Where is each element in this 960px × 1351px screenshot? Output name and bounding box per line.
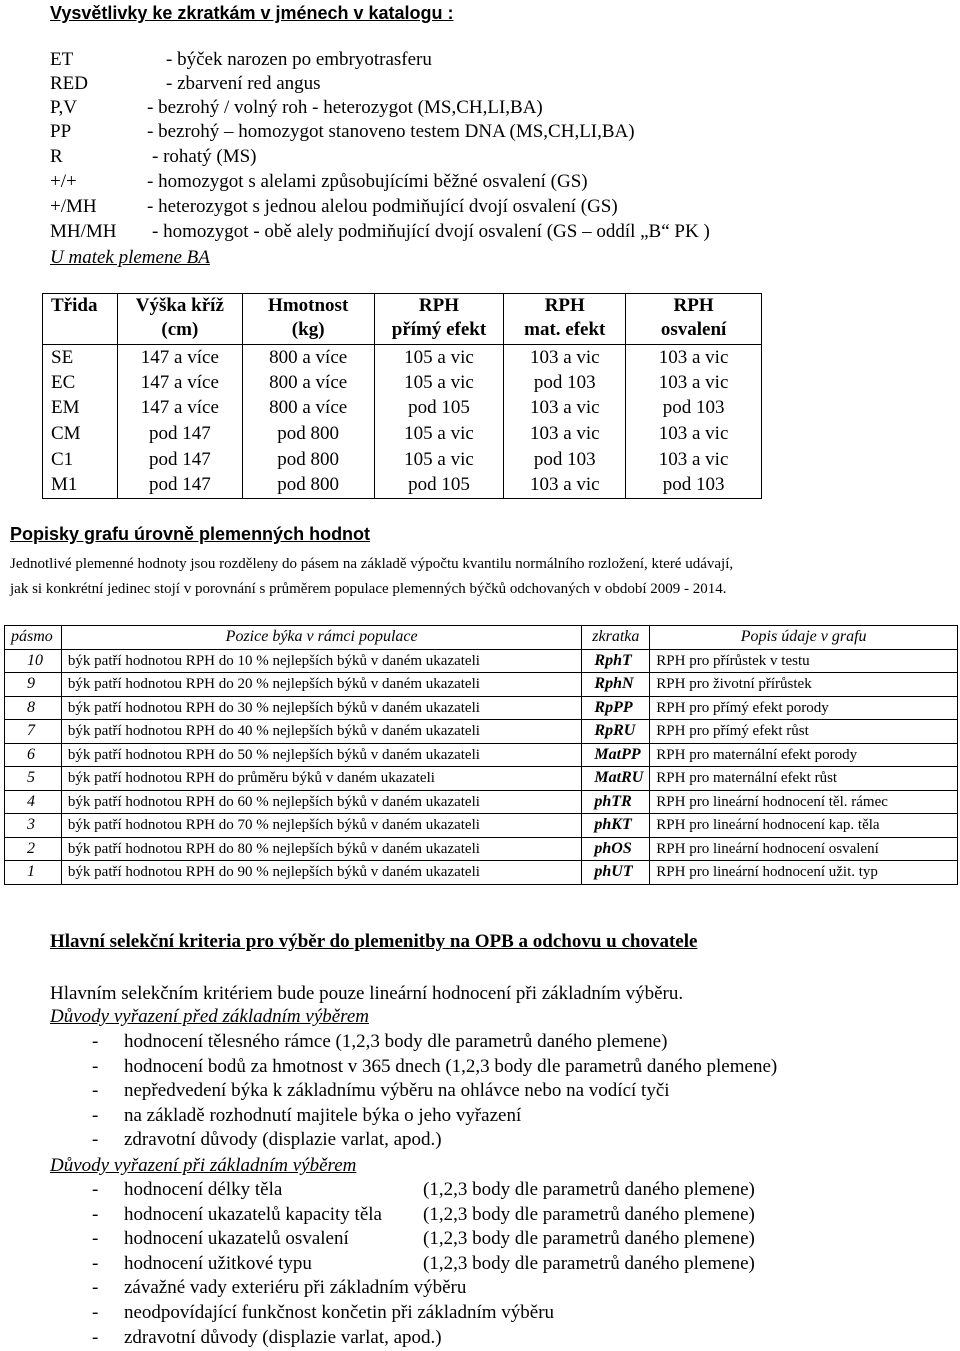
table-row — [5, 673, 958, 697]
list-dash: - — [92, 1252, 99, 1274]
table-cell: pod 800 — [242, 472, 374, 498]
table-cell: phOS — [582, 837, 650, 861]
list-dash: - — [92, 1055, 99, 1077]
list-item-text: hodnocení ukazatelů osvalení — [124, 1228, 349, 1250]
table-row — [43, 447, 762, 473]
table-row — [5, 861, 958, 885]
table-cell: RPH pro přímý efekt růst — [650, 720, 958, 744]
list-item-note: (1,2,3 body dle parametrů daného plemene) — [423, 1228, 755, 1250]
during-heading: Důvody vyřazení při základním výběrem — [50, 1155, 357, 1176]
table-cell: 105 a vic — [374, 447, 504, 473]
column-header: pásmo — [5, 626, 62, 650]
table-cell: 2 — [5, 837, 62, 861]
list-item-text: hodnocení tělesného rámce (1,2,3 body dle parametrů daného plemene) — [124, 1031, 668, 1052]
table-cell: 8 — [5, 696, 62, 720]
column-header: Hmotnost (kg) — [242, 294, 374, 345]
table-cell: RPH pro lineární hodnocení těl. rámec — [650, 790, 958, 814]
table-cell: MatRU — [582, 767, 650, 791]
table-cell: RPH pro přímý efekt porody — [650, 696, 958, 720]
table-row — [5, 790, 958, 814]
abbr-code: R — [50, 146, 63, 167]
table-row — [43, 421, 762, 447]
graph-heading: Popisky grafu úrovně plemenných hodnot — [10, 524, 371, 544]
list-dash: - — [92, 1080, 99, 1102]
table-cell: býk patří hodnotou RPH do 50 % nejlepších býků v daném ukazateli — [61, 743, 581, 767]
table-cell: 103 a vic — [504, 421, 626, 447]
table-cell: pod 103 — [626, 472, 762, 498]
table-cell: RPH pro přírůstek v testu — [650, 649, 958, 673]
list-item-text: hodnocení ukazatelů kapacity těla — [124, 1203, 382, 1225]
table-row — [5, 814, 958, 838]
table-cell: M1 — [43, 472, 118, 498]
table-cell: býk patří hodnotou RPH do průměru býků v daném ukazateli — [61, 767, 581, 791]
table-cell: 105 a vic — [374, 370, 504, 396]
list-item-text: zdravotní důvody (displazie varlat, apod.) — [124, 1129, 442, 1151]
table-cell: RphT — [582, 649, 650, 673]
table-cell: CM — [43, 421, 118, 447]
table-cell: 103 a vic — [504, 345, 626, 371]
table-cell: 103 a vic — [504, 396, 626, 422]
table-row — [43, 396, 762, 422]
table-cell: 103 a vic — [626, 421, 762, 447]
column-header: Pozice býka v rámci populace — [61, 626, 581, 650]
table-cell: SE — [43, 345, 118, 371]
table-cell: 1 — [5, 861, 62, 885]
table-row — [5, 720, 958, 744]
table-cell: 5 — [5, 767, 62, 791]
table-cell: MatPP — [582, 743, 650, 767]
table-cell: 10 — [5, 649, 62, 673]
table-row — [5, 649, 958, 673]
table-cell: býk patří hodnotou RPH do 20 % nejlepších býků v daném ukazateli — [61, 673, 581, 697]
table-cell: býk patří hodnotou RPH do 30 % nejlepších býků v daném ukazateli — [61, 696, 581, 720]
table-cell: pod 103 — [504, 447, 626, 473]
abbr-code: +/MH — [50, 196, 97, 217]
list-item-note: (1,2,3 body dle parametrů daného plemene) — [423, 1203, 755, 1225]
table-cell: býk patří hodnotou RPH do 10 % nejlepších býků v daném ukazateli — [61, 649, 581, 673]
table-cell: 4 — [5, 790, 62, 814]
table-cell: RphN — [582, 673, 650, 697]
table-cell: 3 — [5, 814, 62, 838]
abbr-desc: - býček narozen po embryotrasferu — [166, 49, 432, 70]
abbr-code: MH/MH — [50, 221, 117, 242]
table-cell: pod 105 — [374, 396, 504, 422]
table-cell: 103 a vic — [504, 472, 626, 498]
table-cell: RPH pro lineární hodnocení užit. typ — [650, 861, 958, 885]
table-cell: býk patří hodnotou RPH do 80 % nejlepších býků v daném ukazateli — [61, 837, 581, 861]
column-header: Popis údaje v grafu — [650, 626, 958, 650]
table-cell: 103 a vic — [626, 370, 762, 396]
list-item-text: hodnocení užitkové typu — [124, 1252, 312, 1274]
table-cell: býk patří hodnotou RPH do 90 % nejlepších býků v daném ukazateli — [61, 861, 581, 885]
table-cell: pod 800 — [242, 447, 374, 473]
list-item-text: závažné vady exteriéru při základním výběru — [124, 1277, 467, 1299]
table-cell: pod 103 — [504, 370, 626, 396]
table-header-row — [5, 626, 958, 650]
list-item-text: na základě rozhodnutí majitele býka o jeho vyřazení — [124, 1104, 522, 1126]
column-header: RPH mat. efekt — [504, 294, 626, 345]
table-cell: RpRU — [582, 720, 650, 744]
list-item-text: nepředvedení býka k základnímu výběru na ohlávce nebo na vodící tyči — [124, 1080, 670, 1102]
abbr-code: P,V — [50, 97, 77, 118]
table-cell: EM — [43, 396, 118, 422]
list-dash: - — [92, 1228, 99, 1250]
list-dash: - — [92, 1277, 99, 1299]
abbr-desc: - homozygot s alelami způsobujícími běžné osvalení (GS) — [147, 171, 588, 192]
table-cell: 9 — [5, 673, 62, 697]
table-cell: 147 a více — [117, 396, 242, 422]
table-cell: RPH pro lineární hodnocení osvalení — [650, 837, 958, 861]
list-dash: - — [92, 1302, 99, 1323]
column-header: Třida — [43, 294, 118, 345]
table-cell: RpPP — [582, 696, 650, 720]
table-row — [5, 837, 958, 861]
ba-note: U matek plemene BA — [50, 247, 210, 268]
table-header-row — [43, 294, 762, 345]
selection-heading: Hlavní selekční kriteria pro výběr do plemenitby na OPB a odchovu u chovatele — [50, 931, 698, 952]
table-cell: 103 a vic — [626, 447, 762, 473]
column-header: RPH přímý efekt — [374, 294, 504, 345]
table-cell: 103 a vic — [626, 345, 762, 371]
table-cell: býk patří hodnotou RPH do 60 % nejlepších býků v daném ukazateli — [61, 790, 581, 814]
list-item-text: hodnocení bodů za hmotnost v 365 dnech (1,2,3 body dle parametrů daného plemene) — [124, 1055, 778, 1077]
table-cell: pod 147 — [117, 447, 242, 473]
table-cell: pod 105 — [374, 472, 504, 498]
abbr-desc: - zbarvení red angus — [166, 73, 321, 94]
table-cell: RPH pro maternální efekt porody — [650, 743, 958, 767]
bands-table — [4, 625, 958, 885]
list-item-text: neodpovídající funkčnost končetin při základním výběru — [124, 1302, 555, 1323]
table-cell: pod 800 — [242, 421, 374, 447]
table-cell: C1 — [43, 447, 118, 473]
graph-text-line: Jednotlivé plemenné hodnoty jsou rozděleny do pásem na základě výpočtu kvantilu normálního rozložení, které udávají, — [10, 556, 734, 572]
table-cell: 147 a více — [117, 345, 242, 371]
abbr-desc: - bezrohý – homozygot stanoveno testem DNA (MS,CH,LI,BA) — [147, 121, 635, 142]
table-cell: pod 103 — [626, 396, 762, 422]
table-row — [43, 472, 762, 498]
table-cell: býk patří hodnotou RPH do 70 % nejlepších býků v daném ukazateli — [61, 814, 581, 838]
table-cell: pod 147 — [117, 472, 242, 498]
table-cell: 105 a vic — [374, 345, 504, 371]
abbr-code: +/+ — [50, 171, 77, 192]
list-dash: - — [92, 1129, 99, 1151]
list-dash: - — [92, 1203, 99, 1225]
list-dash: - — [92, 1179, 99, 1200]
column-header: zkratka — [582, 626, 650, 650]
list-item-text: zdravotní důvody (displazie varlat, apod.) — [124, 1326, 442, 1348]
table-cell: phTR — [582, 790, 650, 814]
table-row — [5, 743, 958, 767]
abbr-desc: - homozygot - obě alely podmiňující dvojí osvalení (GS – oddíl „B“ PK ) — [152, 221, 710, 242]
abbr-code: PP — [50, 121, 72, 142]
graph-text-line: jak si konkrétní jedinec stojí v porovnání s průměrem populace plemenných býčků odchovaných v období 2009 - 2014. — [10, 581, 727, 597]
table-cell: phKT — [582, 814, 650, 838]
list-item-note: (1,2,3 body dle parametrů daného plemene) — [423, 1252, 755, 1274]
table-row — [5, 696, 958, 720]
table-cell: 6 — [5, 743, 62, 767]
column-header: Výška kříž (cm) — [117, 294, 242, 345]
table-cell: býk patří hodnotou RPH do 40 % nejlepších býků v daném ukazateli — [61, 720, 581, 744]
table-cell: pod 147 — [117, 421, 242, 447]
table-cell: 800 a více — [242, 345, 374, 371]
table-cell: phUT — [582, 861, 650, 885]
table-row — [43, 345, 762, 371]
selection-intro: Hlavním selekčním kritériem bude pouze lineární hodnocení při základním výběru. — [50, 983, 684, 1004]
table-cell: 147 a více — [117, 370, 242, 396]
before-heading: Důvody vyřazení před základním výběrem — [50, 1006, 370, 1027]
classes-table — [42, 293, 762, 499]
list-dash: - — [92, 1104, 99, 1126]
table-cell: RPH pro maternální efekt růst — [650, 767, 958, 791]
abbr-desc: - bezrohý / volný roh - heterozygot (MS,CH,LI,BA) — [147, 97, 543, 118]
table-cell: 105 a vic — [374, 421, 504, 447]
table-cell: EC — [43, 370, 118, 396]
page-heading: Vysvětlivky ke zkratkám v jménech v katalogu : — [50, 3, 454, 23]
table-cell: 800 a více — [242, 370, 374, 396]
table-row — [5, 767, 958, 791]
list-dash: - — [92, 1031, 99, 1052]
list-dash: - — [92, 1326, 99, 1348]
table-cell: 7 — [5, 720, 62, 744]
table-cell: RPH pro životní přírůstek — [650, 673, 958, 697]
abbr-code: ET — [50, 49, 74, 70]
list-item-text: hodnocení délky těla — [124, 1179, 283, 1200]
table-row — [43, 370, 762, 396]
table-cell: RPH pro lineární hodnocení kap. těla — [650, 814, 958, 838]
table-cell: 800 a více — [242, 396, 374, 422]
abbr-desc: - rohatý (MS) — [152, 146, 257, 167]
abbr-desc: - heterozygot s jednou alelou podmiňující dvojí osvalení (GS) — [147, 196, 618, 217]
list-item-note: (1,2,3 body dle parametrů daného plemene) — [423, 1179, 755, 1200]
column-header: RPH osvalení — [626, 294, 762, 345]
abbr-code: RED — [50, 73, 88, 94]
